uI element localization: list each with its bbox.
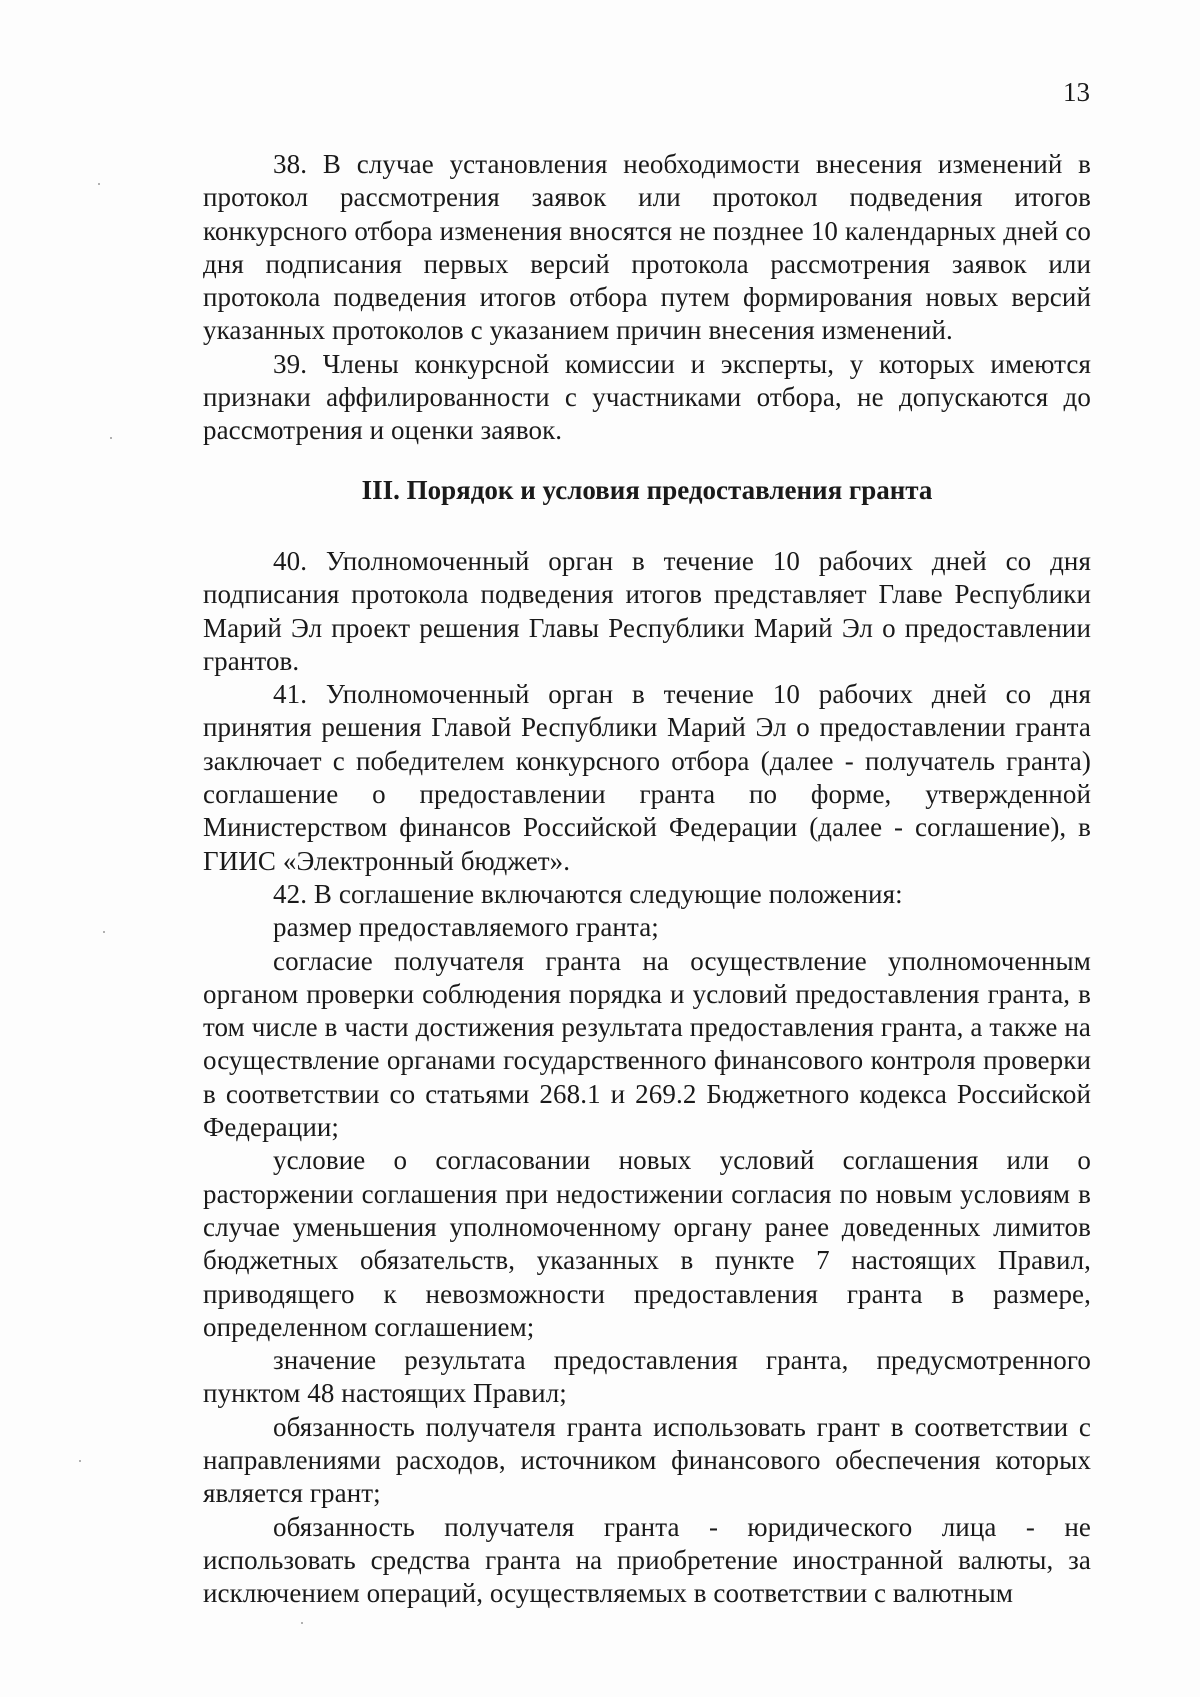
paragraph-40: 40. Уполномоченный орган в течение 10 рабочих дней со дня подписания протокола подведения итогов представляет Главе Республики Марий Эл проект решения Главы Республики Марий Эл о предоставлении грантов. bbox=[203, 546, 1091, 676]
section-heading: III. Порядок и условия предоставления гранта bbox=[361, 475, 933, 505]
paragraph-38: 38. В случае установления необходимости внесения изменений в протокол рассмотрения заявок или протокол подведения итогов конкурсного отбора изменения вносятся не позднее 10 календарных дней со дня подписания первых версий протокола рассмотрения заявок или протокола подведения итогов отбора путем формирования новых версий указанных протоколов с указанием причин внесения изменений. bbox=[203, 149, 1091, 346]
scan-speck bbox=[79, 1460, 81, 1462]
list-item-new-conditions: условие о согласовании новых условий соглашения или о расторжении соглашения при недостижении согласия по новым условиям в случае уменьшения уполномоченному органу ранее доведенных лимитов бюджетных обязательств, указанных в пункте 7 настоящих Правил, приводящего к невозможности предоставления гранта в размере, определенном соглашением; bbox=[203, 1145, 1091, 1342]
paragraph-42: 42. В соглашение включаются следующие положения: bbox=[273, 878, 903, 909]
list-item-use-obligation: обязанность получателя гранта использовать грант в соответствии с направлениями расходов, источником финансового обеспечения которых является грант; bbox=[203, 1411, 1091, 1509]
scan-speck bbox=[103, 931, 105, 933]
paragraph-41: 41. Уполномоченный орган в течение 10 рабочих дней со дня принятия решения Главой Республики Марий Эл о предоставлении гранта заключает с победителем конкурсного отбора (далее - получатель гранта) соглашение о предоставлении гранта по форме, утвержденной Министерством финансов Российской Федерации (далее - соглашение), в ГИИС «Электронный бюджет». bbox=[203, 679, 1091, 876]
list-item-result-value: значение результата предоставления гранта, предусмотренного пунктом 48 настоящих Правил; bbox=[203, 1345, 1091, 1409]
section-grant-conditions bbox=[203, 545, 1091, 1611]
scan-speck bbox=[98, 183, 100, 185]
list-item-currency-restriction: обязанность получателя гранта - юридического лица - не использовать средства гранта на приобретение иностранной валюты, за исключением операций, осуществляемых в соответствии с валютным bbox=[203, 1511, 1091, 1609]
list-item-consent-to-inspection: согласие получателя гранта на осуществление уполномоченным органом проверки соблюдения порядка и условий предоставления гранта, в том числе в части достижения результата предоставления гранта, а также на осуществление органами государственного финансового контроля проверки в соответствии со статьями 268.1 и 269.2 Бюджетного кодекса Российской Федерации; bbox=[203, 945, 1091, 1143]
page-number: 13 bbox=[1063, 77, 1090, 107]
section-procedure-continuation bbox=[203, 148, 1091, 448]
paragraph-39: 39. Члены конкурсной комиссии и эксперты, у которых имеются признаки аффилированности с участниками отбора, не допускаются до рассмотрения и оценки заявок. bbox=[203, 348, 1091, 446]
list-item-grant-size: размер предоставляемого гранта; bbox=[273, 912, 659, 943]
scan-speck bbox=[110, 437, 112, 439]
scan-speck bbox=[301, 1622, 303, 1624]
